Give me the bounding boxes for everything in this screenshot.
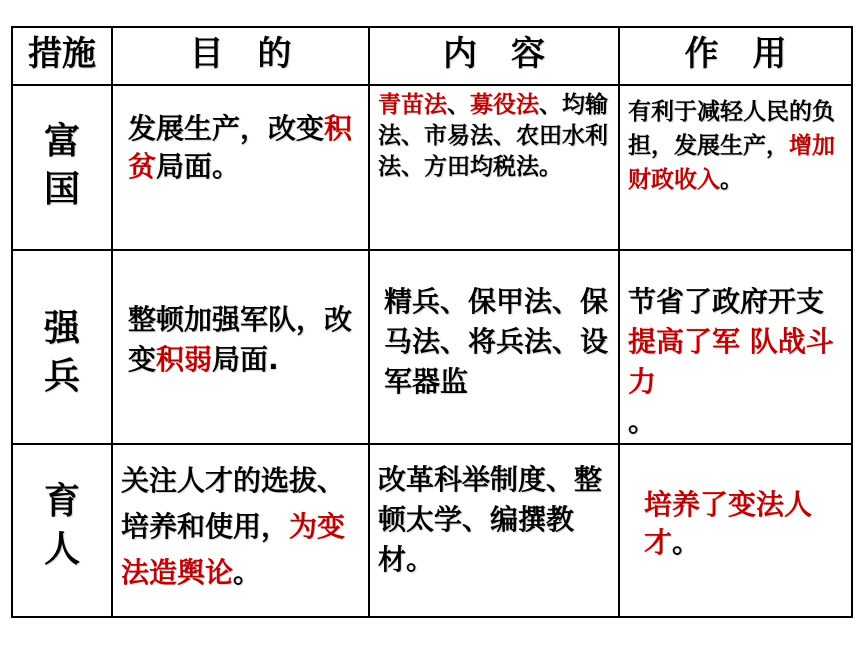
row-divider-1 xyxy=(11,249,853,251)
text-run-highlight: 提高了军 队战斗力 xyxy=(628,325,834,398)
text-run-highlight: 积弱 xyxy=(156,343,213,376)
col-divider-2 xyxy=(368,26,370,618)
text-run-highlight: 青苗法 xyxy=(378,92,447,118)
text-run: 局面. xyxy=(212,343,279,376)
content-cultivate-talent xyxy=(378,460,614,580)
header-divider xyxy=(11,84,853,86)
text-run-highlight: 为变法造舆论 xyxy=(121,510,346,589)
purpose-cultivate-talent xyxy=(121,458,367,596)
effect-strengthen-army xyxy=(628,282,850,442)
header-effect: 作 用 xyxy=(684,34,787,74)
text-run: 。 xyxy=(628,405,657,438)
text-run: 整顿加强军队，改变 xyxy=(128,303,353,376)
text-run: 有利于减轻人民的负担，发展生产， xyxy=(628,99,835,159)
table-border-top xyxy=(11,26,853,28)
content-strengthen-army xyxy=(384,282,612,402)
text-run-highlight: 增加财政收入 xyxy=(628,133,835,193)
row-header-enrich-country xyxy=(13,118,111,214)
row-header-char: 富 xyxy=(43,121,80,162)
text-run-highlight: 募役法 xyxy=(470,92,539,118)
content-enrich-country xyxy=(378,90,614,183)
row-header-char: 国 xyxy=(43,169,80,210)
row-header-strengthen-army xyxy=(13,305,111,401)
text-run: 关注人才的选拔、培养和使用， xyxy=(121,464,346,543)
table-border-right xyxy=(851,26,853,618)
text-run: 精兵、保甲法、保马法、将兵法、设军器监 xyxy=(384,285,609,398)
header-purpose: 目 的 xyxy=(189,34,292,74)
table-border-bottom xyxy=(11,616,853,618)
col-divider-3 xyxy=(618,26,620,618)
row-divider-2 xyxy=(11,443,853,445)
text-run: 、均输法、市易法、农田水利法、方田均税法。 xyxy=(378,92,608,180)
text-run-highlight: 培养了变法人才 xyxy=(644,488,813,559)
text-run: 节省了政府开支 xyxy=(628,285,825,318)
effect-enrich-country xyxy=(628,95,840,197)
header-content: 内 容 xyxy=(443,34,545,74)
row-header-char: 兵 xyxy=(43,356,80,397)
text-run: 改革科举制度、整顿太学、编撰教材。 xyxy=(378,463,603,576)
row-header-cultivate-talent xyxy=(13,478,111,574)
row-header-char: 强 xyxy=(43,308,80,349)
text-run: 发展生产，改变 xyxy=(128,112,325,145)
text-run: 、 xyxy=(447,92,470,118)
col-divider-1 xyxy=(111,26,113,618)
text-run: 。 xyxy=(720,167,743,193)
text-run-highlight: 积贫 xyxy=(128,112,353,183)
text-run: 。 xyxy=(233,556,262,589)
row-header-char: 人 xyxy=(43,529,80,570)
effect-cultivate-talent xyxy=(644,486,834,562)
text-run: 。 xyxy=(672,526,701,559)
row-header-char: 育 xyxy=(43,481,80,522)
purpose-enrich-country xyxy=(128,110,364,186)
purpose-strengthen-army xyxy=(128,300,364,380)
text-run: 局面。 xyxy=(156,150,241,183)
header-measures: 措施 xyxy=(28,34,96,74)
